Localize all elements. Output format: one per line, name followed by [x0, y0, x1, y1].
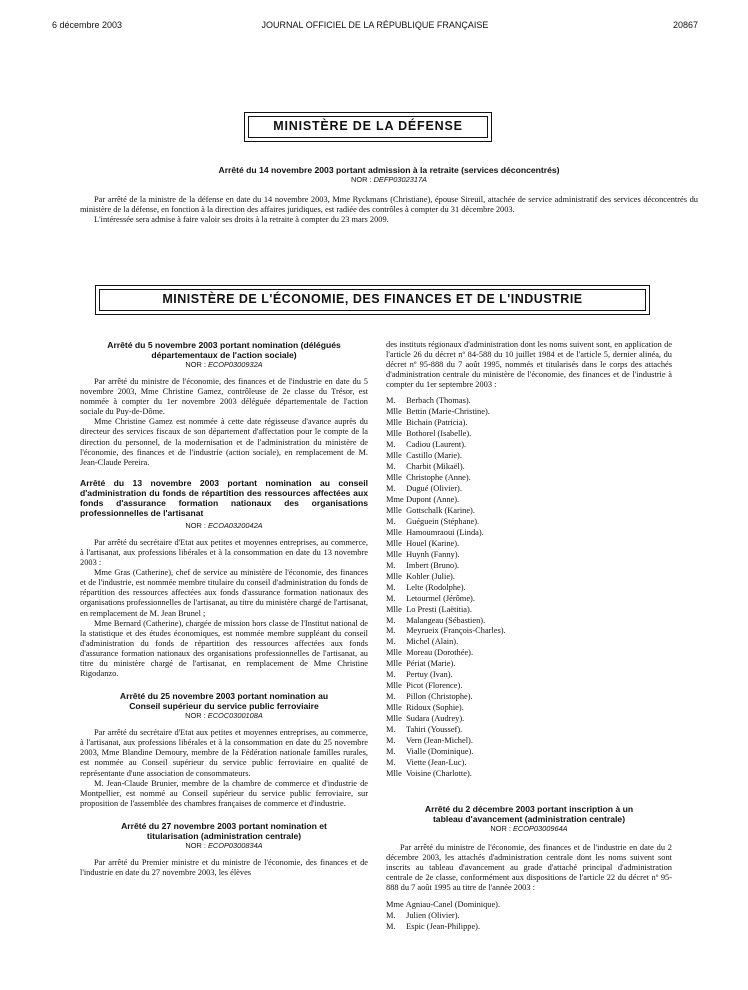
name-entry — [386, 462, 672, 473]
paragraph: M. Jean-Claude Brunier, membre de la chambre de commerce et d'industrie de Montpellier, est nommé au Conseil supérieur du service public ferroviaire, sur proposition de l'assemblée des chambres françaises de commerce et d'industrie. — [80, 778, 368, 808]
person-name: Kohler (Julie). — [406, 571, 455, 581]
civility: Mme — [386, 495, 404, 505]
name-entry — [386, 637, 672, 648]
ministry-defense-box — [244, 112, 492, 142]
paragraph: L'intéressée sera admise à faire valoir ses droits à la retraite à compter du 23 mars 2009. — [94, 215, 389, 225]
nor-code: DEFP0302317A — [373, 175, 427, 184]
name-entry — [386, 583, 672, 594]
civility: M. — [386, 440, 396, 450]
name-entry — [386, 440, 672, 451]
name-entry — [386, 616, 672, 627]
names-list — [386, 396, 672, 779]
person-name: Hamoumraoui (Linda). — [406, 527, 484, 537]
person-name: Viette (Jean-Luc). — [405, 757, 467, 767]
paragraph: Par arrêté du secrétaire d'Etat aux petites et moyennes entreprises, au commerce, à l'artisanat, aux professions libérales et à la consommation en date du 25 novembre 2003, Mme Blandine Demoury, membre de la Fédération nationale familles rurales, est nommée au Conseil supérieur du service public ferroviaire en qualité de représentante d'une association de consommateurs. — [80, 728, 368, 778]
name-entry — [386, 484, 672, 495]
person-name: Voisine (Charlotte). — [405, 768, 472, 778]
civility: Mlle — [386, 571, 402, 581]
person-name: Imbert (Bruno). — [406, 560, 460, 570]
civility: Mlle — [386, 473, 402, 483]
nor-line: NOR : DEFP0302317A — [350, 175, 427, 184]
person-name: Tahiri (Youssef). — [405, 725, 463, 735]
left-column — [80, 340, 368, 878]
civility: M. — [386, 670, 396, 680]
name-entry — [386, 594, 672, 605]
person-name: Bettin (Marie-Christine). — [406, 407, 490, 417]
person-name: Michel (Alain). — [406, 637, 459, 647]
name-entry — [386, 670, 672, 681]
person-name: Bichain (Patricia). — [406, 418, 468, 428]
paragraph: Mme Bernard (Catherine), chargée de mission hors classe de l'Institut national de la statistique et des études économiques, est nommée membre suppléant du conseil d'administration du fonds de répartition des ressources affectées aux fonds d'assurance formation nationaux des organisations professionnelles de l'artisanat, au titre du ministère chargé de l'artisanat, en remplacement de Mme Christine Rigodanzo. — [80, 618, 368, 679]
name-entry — [386, 758, 672, 769]
name-entry — [386, 659, 672, 670]
name-entry — [386, 769, 672, 780]
arrete-section — [80, 478, 368, 679]
paragraph: Par arrêté du ministre de l'économie, des finances et de l'industrie en date du 2 décembre 2003, les attachés d'administration centrale dont les noms suivent sont inscrits au tableau d'avancement au grade d'attaché principal d'administration centrale de 2e classe, conformément aux dispositions de l'article 22 du décret nº 95-888 du 7 août 1995 au titre de l'année 2003 : — [386, 842, 672, 893]
person-name: Dupont (Anne). — [406, 495, 460, 505]
civility: Mlle — [386, 418, 402, 428]
person-name: Dugué (Olivier). — [406, 484, 462, 494]
civility: M. — [386, 757, 396, 767]
defense-arrete — [80, 165, 698, 225]
person-name: Périat (Marie). — [406, 659, 456, 669]
name-entry — [386, 495, 672, 506]
civility: Mlle — [386, 768, 402, 778]
person-name: Huynh (Fanny). — [406, 549, 460, 559]
name-entry — [386, 550, 672, 561]
person-name: Picot (Florence). — [406, 681, 463, 691]
civility: Mlle — [386, 429, 402, 439]
civility: Mlle — [386, 527, 402, 537]
person-name: Sudara (Audrey). — [406, 714, 465, 724]
civility: M. — [386, 462, 396, 472]
name-entry — [386, 517, 672, 528]
arrete-title: Arrêté du 14 novembre 2003 portant admission à la retraite (services déconcentrés) — [218, 165, 560, 175]
name-entry — [386, 561, 672, 572]
nor-code: ECOP0300834A — [207, 840, 263, 850]
name-entry — [386, 747, 672, 758]
person-name: Lelte (Rodolphe). — [406, 582, 466, 592]
person-name: Malangeau (Sébastien). — [406, 615, 486, 625]
civility: Mlle — [386, 549, 402, 559]
civility: M. — [386, 593, 396, 603]
civility: Mlle — [386, 506, 402, 515]
name-entry — [386, 407, 672, 418]
person-name: Christophe (Anne). — [406, 473, 471, 483]
right-column — [386, 340, 672, 933]
civility: Mlle — [386, 538, 402, 548]
arrete-title: Arrêté du 13 novembre 2003 portant nomination au conseil d'administration du fonds de répartition des ressources affectées aux fonds d'assurance formation nationaux des organisations professionnelles de l'artisanat — [80, 477, 368, 518]
arrete-section — [386, 804, 672, 933]
names-list — [386, 900, 672, 933]
name-entry — [386, 922, 672, 933]
person-name: Vern (Jean-Michel). — [405, 736, 473, 746]
arrete-title: Arrêté du 5 novembre 2003 portant nomination (délégués départementaux de l'action sociale) — [107, 340, 341, 360]
civility: Mlle — [386, 451, 402, 461]
person-name: Berbach (Thomas). — [406, 396, 471, 406]
name-entry — [386, 703, 672, 714]
civility: Mlle — [386, 407, 402, 417]
person-name: Charbit (Mikaël). — [406, 462, 465, 472]
nor-code: ECOA0320042A — [207, 520, 263, 530]
civility: M. — [386, 911, 396, 921]
person-name: Espic (Jean-Philippe). — [406, 922, 481, 932]
civility: M. — [386, 922, 396, 932]
civility: Mlle — [386, 659, 402, 669]
civility: M. — [386, 615, 396, 625]
person-name: Lo Presti (Laëtitia). — [406, 604, 472, 614]
nor-line: NOR : ECOA0320042A — [185, 520, 263, 530]
civility: Mme — [386, 900, 404, 910]
person-name: Cadiou (Laurent). — [406, 440, 467, 450]
nor-code: ECOP0300932A — [207, 360, 263, 369]
paragraph: Mme Christine Gamez est nommée à cette date régisseuse d'avance auprès du directeur des services fiscaux de son département d'affectation pour le compte de la direction du personnel, de la modernisation et de l'administration du ministère de l'économie, des finances et de l'industrie (action sociale), en remplacement de M. Jean-Claude Pereira. — [80, 417, 368, 467]
civility: M. — [386, 396, 396, 406]
paragraph: Mme Gras (Catherine), chef de service au ministère de l'économie, des finances et de l'industrie, est nommée membre titulaire du conseil d'administration du fonds de répartition des ressources affectées aux fonds d'assurance formation nationaux des organisations professionnelles de l'artisanat, au titre du ministère chargé de l'artisanat, en remplacement de M. Jean Brunel ; — [80, 568, 368, 618]
nor-line: NOR : ECOC0300108A — [185, 711, 263, 721]
name-entry — [386, 626, 672, 637]
name-entry — [386, 725, 672, 736]
civility: M. — [386, 560, 396, 570]
name-entry — [386, 648, 672, 659]
civility: M. — [386, 725, 396, 735]
nor-line: NOR : ECOP0300834A — [185, 840, 263, 850]
person-name: Moreau (Dorothée). — [406, 648, 474, 658]
paragraph: Par arrêté du Premier ministre et du ministre de l'économie, des finances et de l'industrie en date du 27 novembre 2003, les élèves — [80, 857, 368, 877]
civility: Mlle — [386, 703, 402, 713]
name-entry — [386, 539, 672, 550]
name-entry — [386, 681, 672, 692]
name-entry — [386, 900, 672, 911]
name-entry — [386, 736, 672, 747]
nor-line: NOR : ECOP0300964A — [490, 823, 568, 833]
civility: M. — [386, 692, 396, 702]
ministry-defense-title: MINISTÈRE DE LA DÉFENSE — [273, 119, 463, 133]
arrete-title: Arrêté du 27 novembre 2003 portant nomination et titularisation (administration centrale) — [121, 820, 327, 841]
person-name: Guéguein (Stéphane). — [406, 516, 480, 526]
page-number: 20867 — [672, 20, 698, 30]
civility: M. — [386, 736, 396, 746]
ministry-economie-box — [95, 285, 650, 315]
civility: M. — [386, 516, 396, 526]
name-entry — [386, 418, 672, 429]
name-entry — [386, 714, 672, 725]
arrete-section — [80, 821, 368, 878]
name-entry — [386, 605, 672, 616]
civility: Mlle — [386, 604, 402, 614]
paragraph: Par arrêté du secrétaire d'Etat aux petites et moyennes entreprises, au commerce, à l'artisanat, aux professions libérales et à la consommation en date du 13 novembre 2003 : — [80, 537, 368, 568]
person-name: Letourmel (Jérôme). — [406, 593, 475, 603]
arrete-section — [80, 691, 368, 809]
paragraph: Par arrêté de la ministre de la défense en date du 14 novembre 2003, Mme Ryckmans (Christiane), épouse Sireuil, attachée de service administratif des services déconcentrés du ministère de la défense, en fonction à la direction des affaires juridiques, est radiée des contrôles à compter du 31 décembre 2003. — [80, 195, 698, 215]
name-entry — [386, 473, 672, 484]
person-name: Pillon (Christophe). — [406, 692, 473, 702]
nor-line: NOR : ECOP0300932A — [185, 360, 263, 369]
ministry-economie-title: MINISTÈRE DE L'ÉCONOMIE, DES FINANCES ET DE L'INDUSTRIE — [162, 292, 583, 306]
person-name: Gottschalk (Karine). — [406, 506, 475, 515]
person-name: Meyrueix (François-Charles). — [406, 626, 506, 636]
person-name: Ridoux (Sophie). — [406, 703, 464, 713]
nor-code: ECOC0300108A — [207, 711, 263, 721]
civility: M. — [386, 582, 396, 592]
arrete-title: Arrêté du 2 décembre 2003 portant inscription à un tableau d'avancement (administration centrale) — [424, 803, 634, 824]
running-header — [52, 20, 698, 34]
name-entry — [386, 911, 672, 922]
person-name: Pertuy (Ivan). — [406, 670, 453, 680]
civility: M. — [386, 626, 396, 636]
person-name: Agniau-Canel (Dominique). — [405, 900, 501, 910]
civility: M. — [386, 746, 396, 756]
name-entry — [386, 429, 672, 440]
name-entry — [386, 528, 672, 539]
name-entry — [386, 396, 672, 407]
name-entry — [386, 692, 672, 703]
person-name: Houel (Karine). — [406, 538, 460, 548]
person-name: Julien (Olivier). — [406, 911, 460, 921]
civility: Mlle — [386, 714, 402, 724]
civility: Mlle — [386, 681, 402, 691]
arrete-section — [80, 340, 368, 468]
civility: Mlle — [386, 648, 402, 658]
arrete-title: Arrêté du 25 novembre 2003 portant nomination au Conseil supérieur du service public ferroviaire — [119, 691, 329, 712]
paragraph: Par arrêté du ministre de l'économie, des finances et de l'industrie en date du 5 novembre 2003, Mme Christine Gamez, contrôleuse de 2e classe du Trésor, est nommée à compter du 1er novembre 2003 déléguée départementale de l'action sociale du Puy-de-Dôme. — [80, 377, 368, 417]
person-name: Castillo (Marie). — [406, 451, 462, 461]
nor-code: ECOP0300964A — [512, 823, 568, 833]
civility: M. — [386, 637, 396, 647]
header-date: 6 décembre 2003 — [52, 20, 123, 30]
name-entry — [386, 572, 672, 583]
person-name: Bothorel (Isabelle). — [406, 429, 472, 439]
name-entry — [386, 506, 672, 517]
civility: M. — [386, 484, 396, 494]
journal-title: JOURNAL OFFICIEL DE LA RÉPUBLIQUE FRANÇAISE — [261, 20, 489, 30]
paragraph: des instituts régionaux d'administration dont les noms suivent sont, en application de l'article 26 du décret nº 84-588 du 10 juillet 1984 et de l'article 5, dernier alinéa, du décret nº 95-888 du 7 août 1995, nommés et titularisés dans le corps des attachés d'administration centrale du ministère de l'économie, des finances et de l'industrie à compter du 1er septembre 2003 : — [386, 340, 672, 390]
person-name: Vialle (Dominique). — [405, 746, 474, 756]
name-entry — [386, 451, 672, 462]
